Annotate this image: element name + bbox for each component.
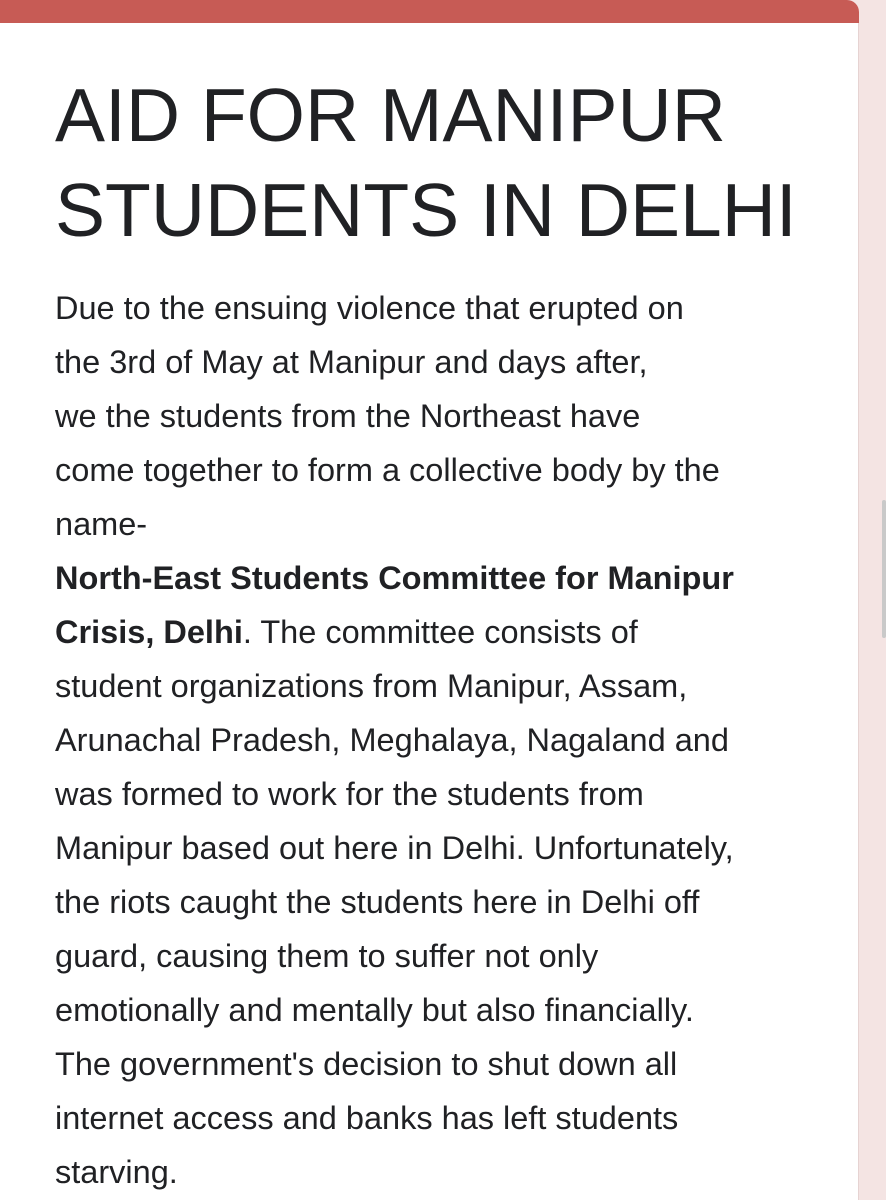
- form-accent-bar: [0, 0, 859, 23]
- description-line: Manipur based out here in Delhi. Unfortunately,: [55, 830, 734, 866]
- committee-name-part-1: North-East Students Committee for Manipur: [55, 560, 734, 596]
- description-line: student organizations from Manipur, Assam,: [55, 668, 688, 704]
- description-line: the 3rd of May at Manipur and days after,: [55, 344, 648, 380]
- description-line: was formed to work for the students from: [55, 776, 644, 812]
- committee-name-part-2: Crisis, Delhi: [55, 614, 243, 650]
- description-line: Due to the ensuing violence that erupted on: [55, 290, 684, 326]
- description-line: The government's decision to shut down all: [55, 1046, 678, 1082]
- description-line: internet access and banks has left students: [55, 1100, 679, 1136]
- description-line: we the students from the Northeast have: [55, 398, 641, 434]
- card-border: [858, 23, 859, 1200]
- description-line: the riots caught the students here in Delhi off: [55, 884, 700, 920]
- description-line: name-: [55, 506, 148, 542]
- form-title-line-2: STUDENTS IN DELHI: [55, 168, 797, 252]
- description-line: starving.: [55, 1154, 178, 1190]
- form-title-line-1: AID FOR MANIPUR: [55, 73, 726, 157]
- description-line: . The committee consists of: [242, 614, 638, 650]
- form-title: [55, 68, 845, 258]
- description-line: guard, causing them to suffer not only: [55, 938, 599, 974]
- description-line: emotionally and mentally but also financially.: [55, 992, 694, 1028]
- form-description: [55, 281, 835, 1199]
- scrollbar-thumb[interactable]: [882, 500, 886, 638]
- description-line: Arunachal Pradesh, Meghalaya, Nagaland and: [55, 722, 729, 758]
- description-line: come together to form a collective body by the: [55, 452, 720, 488]
